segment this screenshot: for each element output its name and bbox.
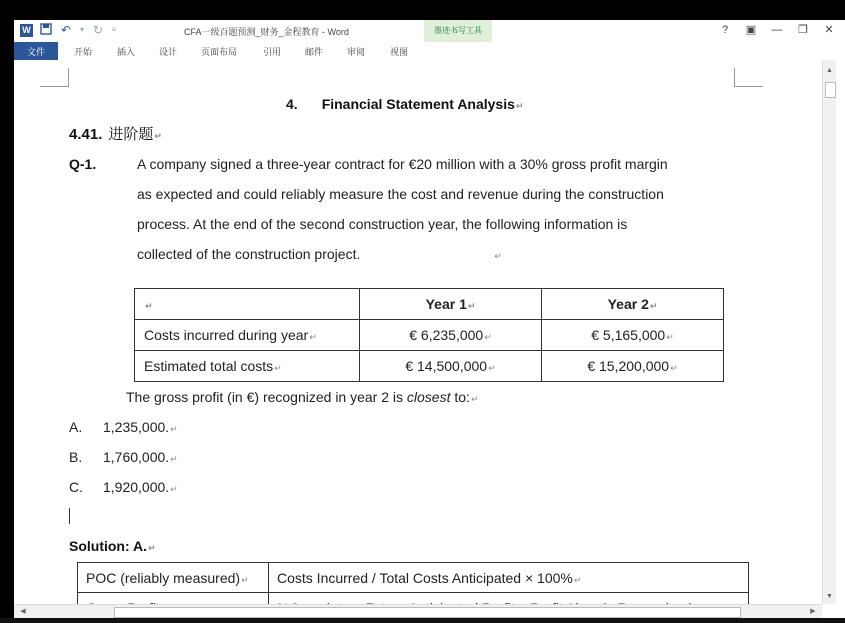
vertical-scrollbar[interactable]	[822, 60, 836, 604]
paragraph-mark: ↵	[670, 363, 678, 373]
cost-table	[134, 288, 724, 382]
paragraph-mark: ↵	[573, 574, 582, 585]
table-header-row	[135, 289, 724, 320]
scroll-left-icon[interactable]: ◀	[20, 608, 26, 615]
undo-icon[interactable]: ↶	[60, 23, 72, 37]
chevron-down-icon[interactable]: ▾	[79, 25, 84, 34]
close-icon[interactable]: ✕	[824, 24, 834, 36]
customize-toolbar-icon[interactable]: ≡	[111, 25, 117, 34]
table-header-cell	[135, 289, 360, 320]
paragraph-mark: ↵	[484, 332, 492, 342]
option-text: 1,235,000.	[103, 419, 170, 435]
table-row	[135, 320, 724, 351]
stem-suffix: to:	[450, 389, 470, 405]
heading-number: 4.	[286, 96, 298, 112]
stem-emphasis: closest	[406, 389, 451, 405]
help-icon[interactable]: ?	[721, 23, 729, 36]
table-cell	[78, 563, 269, 593]
tab-file[interactable]: 文件	[14, 42, 58, 60]
paragraph-mark: ↵	[494, 251, 502, 261]
scroll-up-icon[interactable]: ▲	[826, 67, 833, 74]
question-line	[137, 246, 502, 262]
chapter-heading	[286, 96, 523, 112]
option-letter: A.	[69, 419, 83, 435]
tab-mailings[interactable]: 邮件	[305, 47, 324, 57]
cell-value: € 15,200,000	[587, 358, 670, 374]
cell-value: € 6,235,000	[409, 327, 484, 343]
bottom-border	[0, 618, 845, 623]
question-line: as expected and could reliably measure the cost and revenue during the construction	[137, 186, 664, 202]
paragraph-mark: ↵	[170, 484, 178, 494]
window-controls	[719, 23, 835, 36]
question-line-text: collected of the construction project.	[137, 246, 361, 262]
redo-icon[interactable]: ↻	[92, 23, 104, 37]
table-cell	[135, 320, 360, 351]
heading-title: Financial Statement Analysis	[321, 96, 515, 112]
ribbon-display-icon[interactable]: ▣	[745, 24, 757, 36]
scroll-down-icon[interactable]: ▼	[826, 593, 833, 600]
table-header-cell	[542, 289, 724, 320]
ink-tools-group-label: 墨迹书写工具	[434, 26, 482, 35]
solution-term: POC (reliably measured)	[86, 569, 241, 586]
tab-insert[interactable]: 插入	[117, 47, 136, 57]
table-cell	[360, 351, 542, 382]
paragraph-mark: ↵	[488, 363, 496, 373]
row-label: Estimated total costs	[144, 358, 274, 374]
window-title: CFA一级百题预测_财务_金程教育 - Word	[184, 27, 349, 37]
row-label: Costs incurred during year	[144, 327, 309, 343]
paragraph-mark: ↵	[145, 301, 153, 311]
solution-text: Solution: A.	[69, 538, 148, 554]
paragraph-mark: ↵	[515, 101, 524, 111]
table-row	[135, 351, 724, 382]
tab-design[interactable]: 设计	[159, 47, 178, 57]
question-line: A company signed a three-year contract for €20 million with a 30% gross profit margin	[137, 156, 668, 172]
paragraph-mark: ↵	[148, 543, 156, 553]
section-number: 4.41.	[69, 126, 103, 143]
option-b	[69, 449, 178, 465]
save-icon[interactable]	[39, 23, 53, 37]
tab-page-layout[interactable]: 页面布局	[201, 47, 238, 57]
header-year2: Year 2	[607, 296, 649, 312]
section-heading	[69, 123, 162, 144]
top-border	[0, 0, 845, 20]
tab-home[interactable]: 开始	[74, 47, 93, 57]
quick-access-toolbar	[20, 23, 117, 37]
solution-formula: Costs Incurred / Total Costs Anticipated × 100%	[277, 569, 573, 586]
option-text: 1,760,000.	[103, 449, 170, 465]
document-page[interactable]	[14, 60, 822, 604]
word-window	[14, 20, 845, 618]
paragraph-mark: ↵	[467, 301, 476, 311]
option-letter: B.	[69, 449, 83, 465]
header-year1: Year 1	[425, 296, 467, 312]
table-cell	[360, 320, 542, 351]
table-cell	[542, 320, 724, 351]
table-row	[78, 563, 749, 593]
restore-icon[interactable]: ❐	[798, 24, 808, 36]
tab-review[interactable]: 审阅	[347, 47, 366, 57]
stem-prefix: The gross profit (in €) recognized in year 2 is	[126, 389, 407, 405]
table-cell	[542, 351, 724, 382]
paragraph-mark: ↵	[241, 574, 249, 585]
option-c	[69, 479, 178, 495]
solution-label	[69, 538, 156, 554]
horizontal-scroll-thumb[interactable]	[114, 607, 741, 618]
question-stem	[126, 389, 479, 405]
cell-value: € 14,500,000	[405, 358, 488, 374]
paragraph-mark: ↵	[170, 454, 178, 464]
horizontal-scrollbar[interactable]	[14, 604, 822, 619]
option-a	[69, 419, 178, 435]
question-line: process. At the end of the second construction year, the following information is	[137, 216, 628, 232]
paragraph-mark: ↵	[666, 332, 674, 342]
table-cell	[269, 563, 749, 593]
margin-corner-left	[40, 68, 69, 87]
paragraph-mark: ↵	[470, 394, 479, 404]
option-text: 1,920,000.	[103, 479, 170, 495]
cell-value: € 5,165,000	[591, 327, 666, 343]
word-logo-icon[interactable]: W	[20, 24, 33, 37]
paragraph-mark: ↵	[309, 332, 317, 342]
margin-corner-right	[734, 68, 763, 87]
ribbon-tabs	[14, 42, 845, 60]
table-cell	[135, 351, 360, 382]
question-label: Q-1.	[69, 156, 97, 172]
section-title: 进阶题	[108, 125, 154, 143]
tab-view[interactable]: 视图	[390, 47, 409, 57]
tab-references[interactable]: 引用	[263, 47, 282, 57]
paragraph-mark: ↵	[274, 363, 282, 373]
table-header-cell	[360, 289, 542, 320]
option-letter: C.	[69, 479, 83, 495]
minimize-icon[interactable]: —	[771, 23, 783, 36]
paragraph-mark: ↵	[154, 131, 162, 141]
text-cursor	[69, 508, 70, 524]
paragraph-mark: ↵	[649, 301, 658, 311]
scroll-right-icon[interactable]: ▶	[810, 608, 816, 615]
paragraph-mark: ↵	[170, 424, 178, 434]
vertical-scroll-thumb[interactable]	[825, 82, 836, 98]
